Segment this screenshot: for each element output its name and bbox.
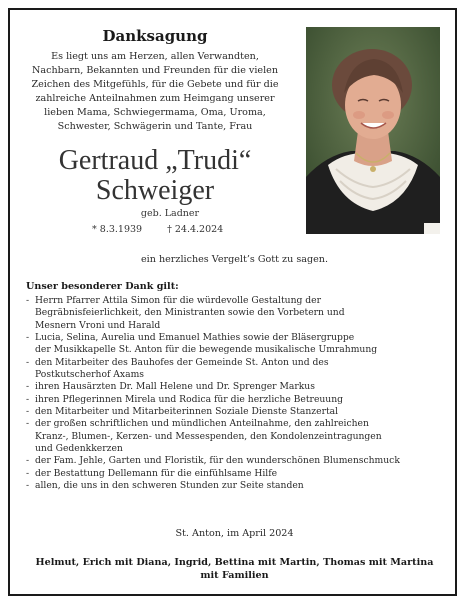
list-item: - allen, die uns in den schweren Stunden zur Seite standen	[26, 480, 446, 492]
portrait-photo	[306, 27, 440, 234]
list-item: - den Mitarbeiter des Bauhofes der Gemeinde St. Anton und des Postkutscherhof Axams	[26, 357, 446, 382]
intro-text	[20, 50, 290, 134]
family-signature	[20, 556, 449, 582]
deceased-first-name: Gertraud „Trudi“	[58, 145, 252, 176]
intro-line: zahlreiche Anteilnahmen zum Heimgang unserer	[35, 93, 275, 104]
list-item: - Herrn Pfarrer Attila Simon für die würdevolle Gestaltung der Begräbnisfeierlichkeit, den Ministranten sowie den Vorbetern und Mesnern Vroni und Harald	[26, 295, 446, 332]
birth-date: * 8.3.1939	[92, 224, 143, 235]
intro-line: Schwester, Schwägerin und Tante, Frau	[57, 121, 253, 132]
list-item: - Lucia, Selina, Aurelia und Emanuel Mathies sowie der Bläsergruppe der Musikkapelle St. Anton für die bewegende musikalische Umrahmung	[26, 332, 446, 357]
deceased-name	[20, 146, 290, 206]
closing-text: ein herzliches Vergelt’s Gott zu sagen.	[140, 254, 329, 265]
list-item: - ihren Hausärzten Dr. Mall Helene und Dr. Sprenger Markus	[26, 381, 446, 393]
thanks-list	[26, 295, 446, 493]
intro-line: Es liegt uns am Herzen, allen Verwandten,	[51, 51, 259, 62]
intro-line: Nachbarn, Bekannten und Freunden für die vielen	[31, 65, 279, 76]
life-dates	[92, 224, 223, 235]
death-date: † 24.4.2024	[167, 224, 224, 235]
list-item: - ihren Pflegerinnen Mirela und Rodica für die herzliche Betreuung	[26, 394, 446, 406]
list-item: - der großen schriftlichen und mündlichen Anteilnahme, den zahlreichen Kranz-, Blumen-, Kerzen- und Messespenden, den Kondolenzeintragungen und Gedenkkerzen	[26, 418, 446, 455]
maiden-name: geb. Ladner	[140, 208, 200, 219]
intro-line: Zeichen des Mitgefühls, für die Gebete und für die	[31, 79, 279, 90]
family-line: mit Familien	[200, 570, 269, 581]
notice-title: Danksagung	[102, 27, 208, 45]
place-and-date: St. Anton, im April 2024	[175, 528, 294, 539]
portrait-illustration	[306, 27, 440, 234]
deceased-surname: Schweiger	[95, 175, 215, 206]
family-line: Helmut, Erich mit Diana, Ingrid, Bettina mit Martin, Thomas mit Martina	[35, 557, 434, 568]
thanks-heading: Unser besonderer Dank gilt:	[26, 281, 179, 292]
intro-line: lieben Mama, Schwiegermama, Oma, Uroma,	[44, 107, 266, 118]
list-item: - den Mitarbeiter und Mitarbeiterinnen Soziale Dienste Stanzertal	[26, 406, 446, 418]
list-item: - der Fam. Jehle, Garten und Floristik, für den wunderschönen Blumenschmuck	[26, 455, 446, 467]
list-item: - der Bestattung Dellemann für die einfühlsame Hilfe	[26, 468, 446, 480]
